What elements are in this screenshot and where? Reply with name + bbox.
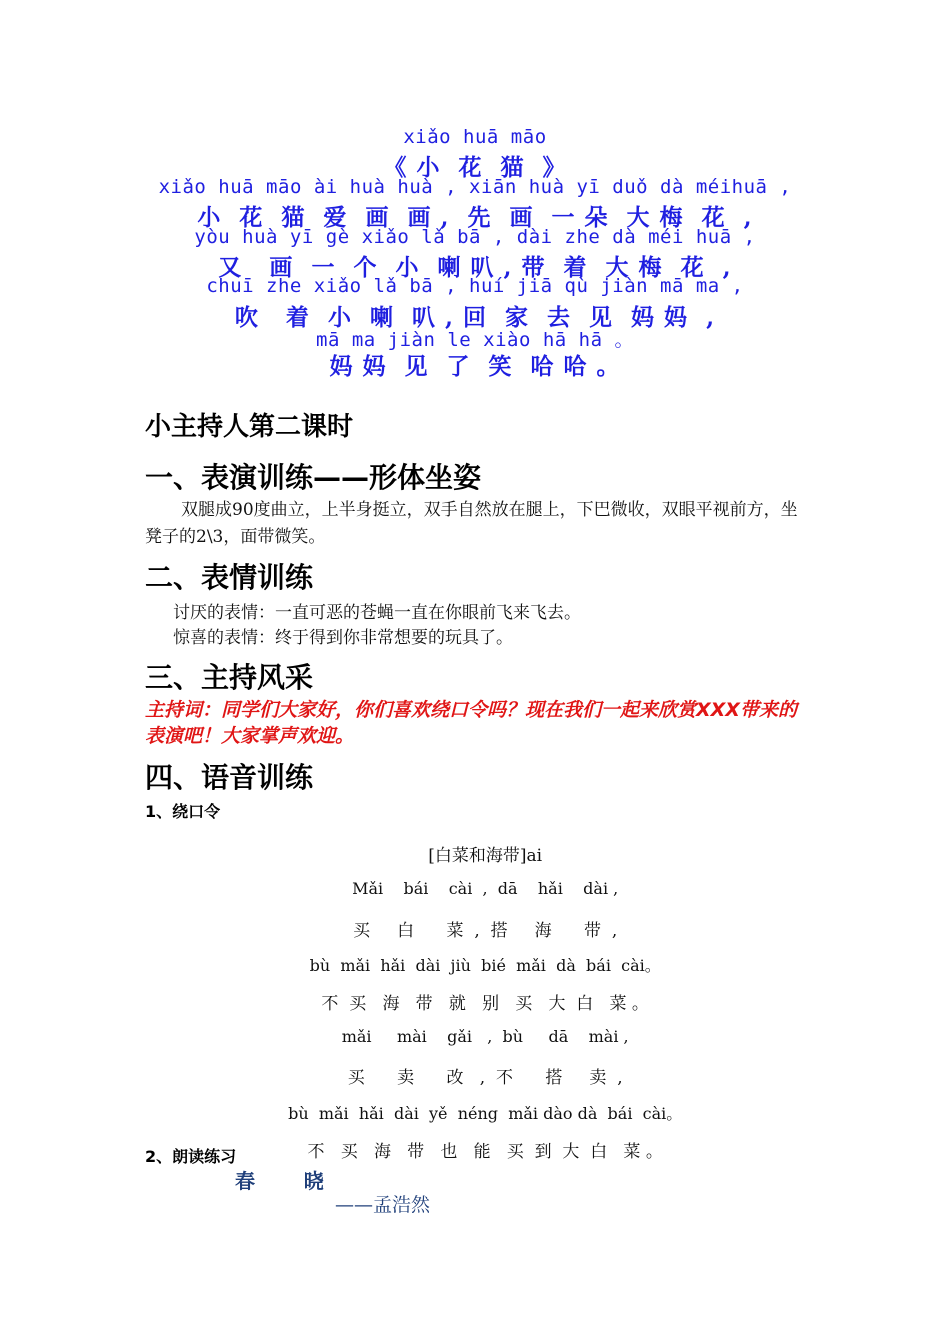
subsection-reading: 2、朗读练习	[145, 1147, 237, 1166]
tongue-twister-line-4-pinyin: bù mǎi hǎi dài yě néng mǎi dào dà bái cài。	[288, 1104, 683, 1123]
tongue-twister-line-4-hanzi: 不 买 海 带 也 能 买 到 大 白 菜 。	[307, 1142, 663, 1162]
reading-poem-author: ——孟浩然	[335, 1194, 431, 1216]
reading-poem-title: 春 晓	[235, 1169, 324, 1193]
tongue-twister-line-1-pinyin: Mǎi bái cài , dā hǎi dài ,	[352, 879, 619, 898]
section-2-line-1: 讨厌的表情：一直可恶的苍蝇一直在你眼前飞来飞去。	[173, 603, 581, 623]
poem-line-1-pinyin: xiǎo huā māo ài huà huà , xiān huà yī duǒ dà méihuā ,	[158, 176, 792, 198]
poem-line-4-pinyin: mā ma jiàn le xiào hā hā 。	[316, 329, 634, 351]
hanzi-text: 《 小 花 猫 》	[383, 154, 567, 181]
poem-line-1-hanzi: 小 花 猫 爱 画 画 , 先 画 一 朵 大 梅 花 ,	[197, 204, 753, 231]
poem-line-4-hanzi: 妈 妈 见 了 笑 哈 哈 。	[329, 353, 621, 380]
tongue-twister-line-2-pinyin: bù mǎi hǎi dài jiù bié mǎi dà bái cài。	[309, 956, 661, 975]
host-script: 主持词：同学们大家好，你们喜欢绕口令吗？现在我们一起来欣赏XXX带来的表演吧！大家掌声欢迎。	[145, 699, 797, 747]
pinyin-text: xiǎo huā māo	[403, 126, 547, 148]
subsection-tongue-twister: 1、绕口令	[145, 802, 221, 821]
poem-line-3-pinyin: chuī zhe xiǎo lǎ bā , huí jiā qù jiàn mā ma ,	[206, 275, 744, 297]
section-2-line-2: 惊喜的表情：终于得到你非常想要的玩具了。	[173, 628, 513, 648]
section-1-text: 双腿成90度曲立，上半身挺立，双手自然放在腿上，下巴微收，双眼平视前方，坐凳子的2\3，面带微笑。	[145, 500, 798, 547]
section-1-heading: 一、表演训练——形体坐姿	[145, 461, 482, 494]
poem-line-2-pinyin: yòu huà yī gè xiǎo lǎ bā , dài zhe dà méi huā ,	[194, 226, 756, 248]
page-title: 小主持人第二课时	[145, 412, 354, 442]
tongue-twister-line-2-hanzi: 不 买 海 带 就 别 买 大 白 菜 。	[321, 994, 649, 1014]
section-4-heading: 四、语音训练	[145, 761, 314, 794]
tongue-twister-title: [白菜和海带]ai	[428, 846, 543, 866]
tongue-twister-line-3-hanzi: 买 卖 改 , 不 搭 卖 ,	[347, 1068, 623, 1088]
section-3-heading: 三、主持风采	[145, 661, 314, 694]
poem-title-pinyin	[0, 126, 950, 148]
section-2-heading: 二、表情训练	[145, 561, 314, 594]
poem-line-2-hanzi: 又 画 一 个 小 喇 叭 , 带 着 大 梅 花 ,	[218, 254, 732, 281]
tongue-twister-line-3-pinyin: mǎi mài gǎi , bù dā mài ,	[341, 1027, 629, 1046]
poem-line-3-hanzi: 吹 着 小 喇 叭 , 回 家 去 见 妈 妈 ,	[234, 304, 716, 331]
tongue-twister-line-1-hanzi: 买 白 菜 , 搭 海 带 ,	[353, 921, 618, 941]
